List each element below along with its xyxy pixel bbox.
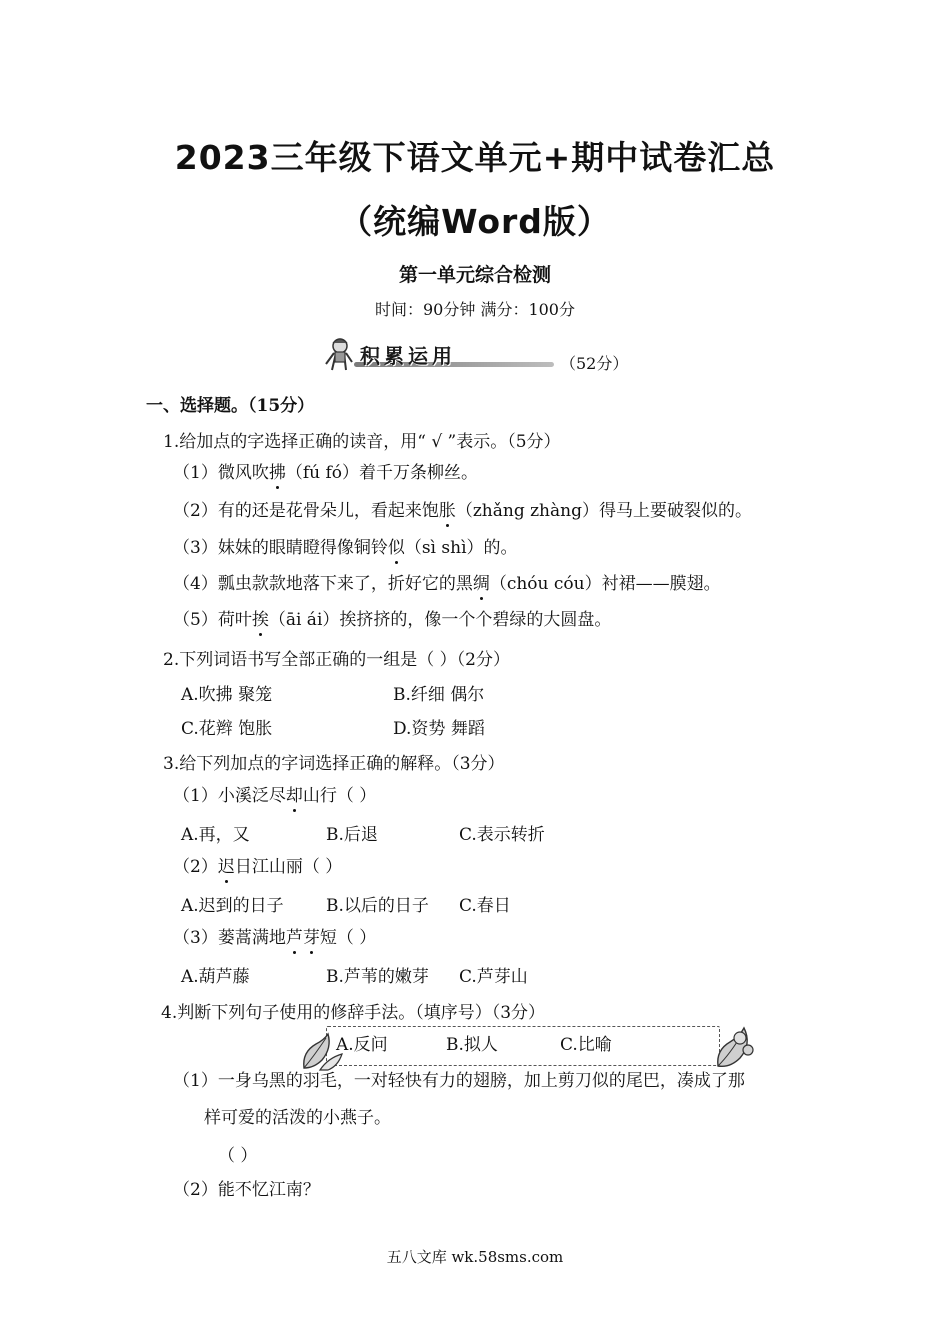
leaf-decoration-right-icon (710, 1024, 758, 1070)
q1-item-3: （3）妹妹的眼睛瞪得像铜铃似（sì shì）的。 (173, 538, 518, 558)
q3-prompt: 3.给下列加点的字词选择正确的解释。（3分） (163, 754, 505, 774)
q3-sub1-option-b: B.后退 (326, 825, 378, 845)
q3-sub1-option-c: C.表示转折 (459, 825, 545, 845)
q3-sub3-option-a: A.葫芦藤 (181, 967, 250, 987)
page-footer: 五八文库 wk.58sms.com (386, 1248, 564, 1266)
q3-sub2-option-c: C.春日 (459, 896, 511, 916)
section-score: （52分） (560, 354, 629, 373)
q1-prompt: 1.给加点的字选择正确的读音，用“ √ ”表示。（5分） (163, 432, 561, 452)
q3-sub1: （1）小溪泛尽却山行（ ） (173, 786, 377, 806)
q3-sub2-option-b: B.以后的日子 (326, 896, 429, 916)
document-title-line1: 2023三年级下语文单元+期中试卷汇总 (174, 138, 776, 177)
q4-sentence-1-line2: 样可爱的活泼的小燕子。 (204, 1108, 391, 1128)
q2-option-c: C.花辫 饱胀 (181, 719, 273, 739)
q4-prompt: 4.判断下列句子使用的修辞手法。（填序号）（3分） (161, 1003, 546, 1023)
unit-title: 第一单元综合检测 (398, 264, 551, 286)
cartoon-boy-icon (318, 334, 358, 374)
q4-option-c: C.比喻 (560, 1035, 612, 1055)
q4-sentence-1-blank: （ ） (218, 1146, 258, 1166)
q1-item-1: （1）微风吹拂（fú fó）着千万条柳丝。 (173, 463, 478, 483)
q1-item-4: （4）瓢虫款款地落下来了，折好它的黑绸（chóu cóu）衬裙——膜翅。 (173, 574, 721, 594)
q3-sub2: （2）迟日江山丽（ ） (173, 857, 343, 877)
q3-sub1-option-a: A.再，又 (181, 825, 250, 845)
q2-prompt: 2.下列词语书写全部正确的一组是（ ）（2分） (163, 650, 510, 670)
part1-heading: 一、选择题。（15分） (146, 396, 315, 416)
q3-sub2-option-a: A.迟到的日子 (181, 896, 284, 916)
section-banner (318, 334, 558, 374)
q1-item-2: （2）有的还是花骨朵儿，看起来饱胀（zhǎng zhàng）得马上要破裂似的。 (173, 501, 752, 521)
q2-option-d: D.资势 舞蹈 (393, 719, 485, 739)
document-title-line2: （统编Word版） (339, 202, 611, 241)
q4-option-a: A.反问 (336, 1035, 388, 1055)
q4-sentence-1-line1: （1）一身乌黑的羽毛，一对轻快有力的翅膀，加上剪刀似的尾巴，凑成了那 (173, 1071, 745, 1091)
q2-option-b: B.纤细 偶尔 (393, 685, 485, 705)
q4-option-b: B.拟人 (446, 1035, 498, 1055)
q3-sub3: （3）蒌蒿满地芦芽短（ ） (173, 928, 377, 948)
q1-item-5: （5）荷叶挨（āi ái）挨挤挤的，像一个个碧绿的大圆盘。 (173, 610, 612, 630)
section-banner-label: 积累运用 (360, 344, 456, 368)
q3-sub3-option-b: B.芦苇的嫩芽 (326, 967, 429, 987)
q4-sentence-2: （2）能不忆江南？ (173, 1180, 320, 1200)
time-info: 时间：90分钟 满分：100分 (375, 300, 575, 319)
q3-sub3-option-c: C.芦芽山 (459, 967, 528, 987)
q2-option-a: A.吹拂 聚笼 (181, 685, 273, 705)
